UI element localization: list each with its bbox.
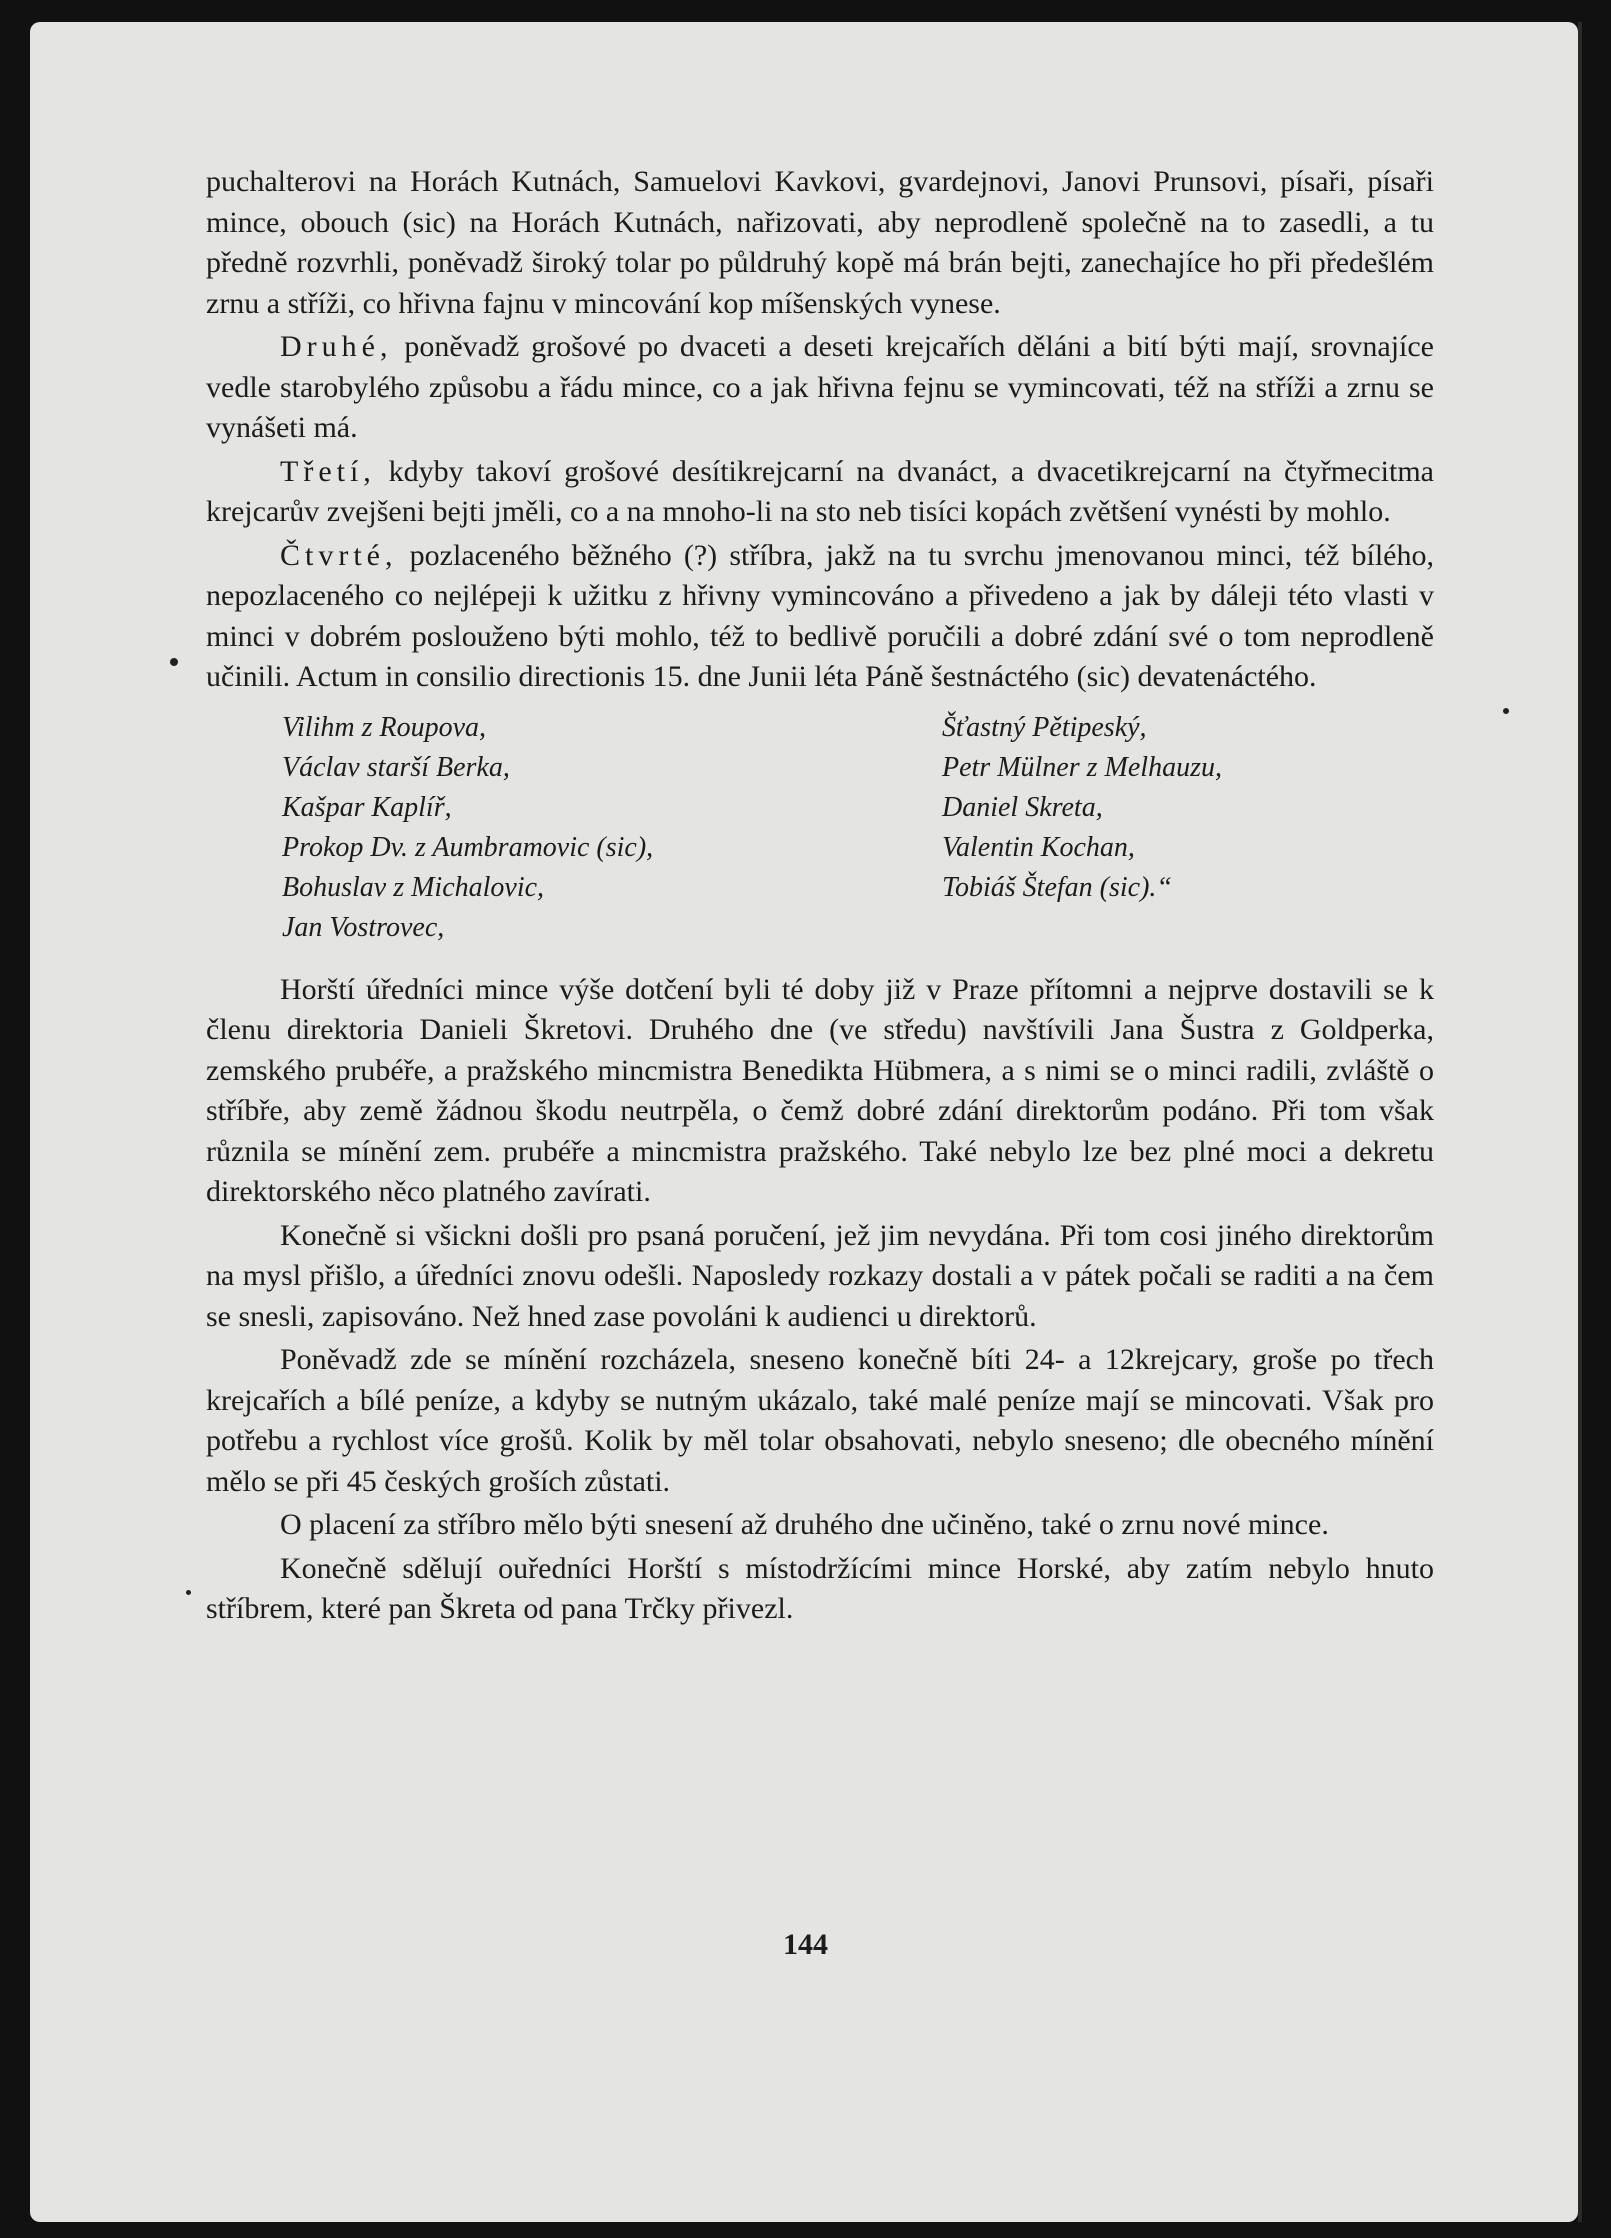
margin-speck: [186, 1590, 191, 1595]
margin-speck: [170, 658, 178, 666]
paragraph-6: Konečně si všickni došli pro psaná poručení, jež jim nevydána. Při tom cosi jiného direktorům na mysl přišlo, a úředníci znovu odešli. Naposledy rozkazy dostali a v pátek počali se raditi a na čem se snesli, zapisováno. Než hned zase povoláni k audienci u direktorů.: [206, 1218, 1434, 1333]
signature: Šťastný Pětipeský,: [942, 711, 1147, 743]
signature: Vilihm z Roupova,: [282, 711, 487, 743]
signature: Bohuslav z Michalovic,: [282, 871, 545, 903]
signature: Václav starší Berka,: [282, 751, 510, 783]
margin-speck: [1503, 708, 1509, 714]
signature: Prokop Dv. z Aumbramovic (sic),: [282, 831, 654, 863]
paragraph-7: Poněvadž zde se mínění rozcházela, sneseno konečně bíti 24- a 12krejcary, groše po třech krejcařích a bílé peníze, a kdyby se nutným ukázalo, také malé peníze mají se mincovati. Však pro potřebu a rychlost více grošů. Kolik by měl tolar obsahovati, nebylo sneseno; dle obecného mínění mělo se při 45 českých groších zůstati.: [206, 1343, 1434, 1498]
signature-block: [206, 708, 1434, 948]
page-edge: [1578, 22, 1582, 2222]
signatures-right-column: [882, 708, 1222, 948]
paragraph-3: [206, 452, 1434, 533]
signature: Jan Vostrovec,: [282, 911, 445, 943]
signature: Kašpar Kaplíř,: [282, 791, 452, 823]
paragraph-2-lead: Druhé,: [280, 330, 393, 363]
paragraph-8: O placení za stříbro mělo býti snesení až druhého dne učiněno, také o zrnu nové mince.: [280, 1508, 1329, 1541]
signature: Valentin Kochan,: [942, 831, 1135, 863]
paragraph-1: puchalterovi na Horách Kutnách, Samuelovi Kavkovi, gvardejnovi, Janovi Prunsovi, písaři, písaři mince, obouch (sic) na Horách Kutnách, nařizovati, aby neprodleně společně na to zasedli, a tu předně rozvrhli, poněvadž široký tolar po půldruhý kopě má brán bejti, zanechajíce ho při předešlém zrnu a stříži, co hřivna fajnu v mincování kop míšenských vynese.: [206, 165, 1434, 320]
paragraph-5: Horští úředníci mince výše dotčení byli té doby již v Praze přítomni a nejprve dostavili se k členu direktoria Danieli Škretovi. Druhého dne (ve středu) navštívili Jana Šustra z Goldperka, zemského prubéře, a pražského mincmistra Benedikta Hübmera, a s nimi se o minci radili, zvláště o stříbře, aby země žádnou škodu neutrpěla, o čemž dobré zdání direktorům podáno. Při tom však různila se mínění zem. prubéře a mincmistra pražského. Také nebylo lze bez plné moci a dekretu direktorského něco platného zavírati.: [206, 972, 1434, 1208]
paragraph-4-text: pozlaceného běžného (?) stříbra, jakž na tu svrchu jmenovanou minci, též bílého, nepozlaceného co nejlépeji k užitku z hřivny vymincováno a přivedeno a jak by dáleji této vlasti v minci v dobrém poslouženo býti mohlo, též to bedlivě poručili a dobré zdání své o tom neprodleně učinili. Actum in consilio directionis 15. dne Junii léta Páně šestnáctého (sic) devatenáctého.: [206, 538, 1434, 693]
page-number: 144: [783, 1928, 828, 1961]
paragraph-3-lead: Třetí,: [280, 454, 376, 488]
paragraph-2-text: poněvadž grošové po dvaceti a deseti krejcařích děláni a bití býti mají, srovnajíce vedle starobylého způsobu a řádu mince, co a jak hřivna fejnu se vymincovati, též na stříži a zrnu se vynášeti má.: [206, 330, 1434, 444]
signatures-left-column: [206, 708, 882, 948]
signature: Daniel Skreta,: [942, 791, 1103, 823]
paragraph-3-text: kdyby takoví grošové desítikrejcarní na dvanáct, a dvacetikrejcarní na čtyřmecitma krejcarův zvejšeni bejti jměli, co a na mnoho-li na sto neb tisíci kopách zvětšení vynésti by mohlo.: [206, 454, 1434, 528]
paragraph-2: [206, 327, 1434, 449]
paragraph-9: Konečně sdělují ouředníci Horští s místodržícími mince Horské, aby zatím nebylo hnuto stříbrem, které pan Škreta od pana Trčky přivezl.: [206, 1551, 1434, 1625]
paragraph-4: [206, 536, 1434, 698]
document-body: [206, 162, 1434, 1633]
paragraph-4-lead: Čtvrté,: [280, 538, 398, 572]
signature: Tobiáš Štefan (sic).“: [942, 871, 1172, 903]
signature: Petr Mülner z Melhauzu,: [942, 751, 1222, 783]
